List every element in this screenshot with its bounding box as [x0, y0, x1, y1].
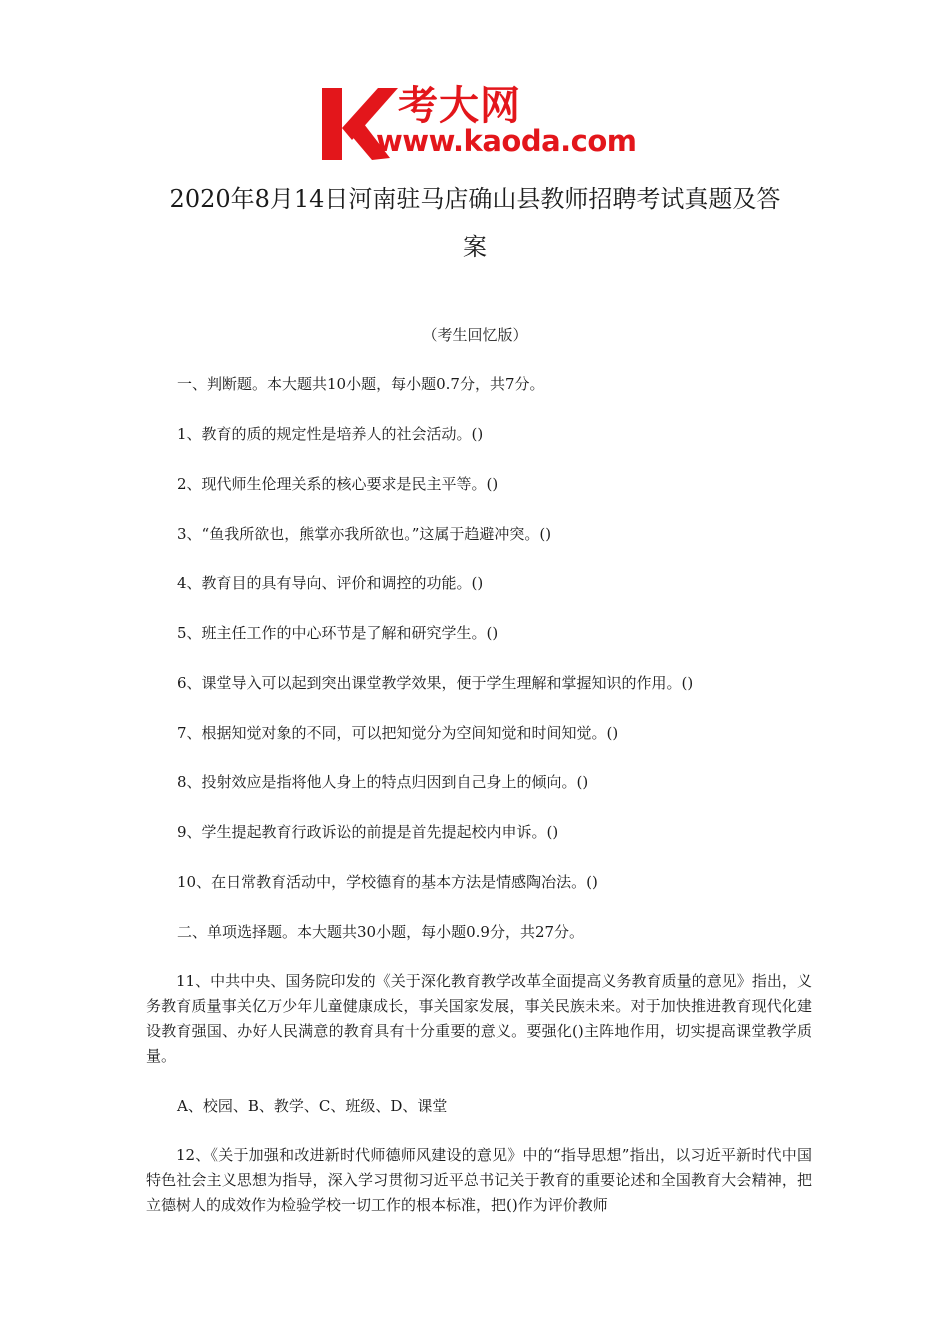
question-11-options: A、校园、B、教学、C、班级、D、课堂: [177, 1097, 448, 1115]
question-item: 2、现代师生伦理关系的核心要求是民主平等。(): [177, 475, 499, 493]
question-item: 1、教育的质的规定性是培养人的社会活动。(): [177, 425, 484, 443]
section1-heading: 一、判断题。本大题共10小题，每小题0.7分，共7分。: [177, 375, 545, 393]
kaoda-logo: [314, 78, 644, 164]
question-item: 7、根据知觉对象的不同，可以把知觉分为空间知觉和时间知觉。(): [177, 724, 619, 742]
question-12-text: 12、《关于加强和改进新时代师德师风建设的意见》中的“指导思想”指出，以习近平新时代中国特色社会主义思想为指导，深入学习贯彻习近平总书记关于教育的重要论述和全国教育大会精神，把立德树人的成效作为检验学校一切工作的根本标准，把()作为评价教师: [146, 1146, 812, 1214]
question-item: 8、投射效应是指将他人身上的特点归因到自己身上的倾向。(): [177, 773, 589, 791]
question-12: [146, 1143, 812, 1218]
logo-brand-name: 考大网: [398, 83, 521, 129]
question-11-text: 11、中共中央、国务院印发的《关于深化教育教学改革全面提高义务教育质量的意见》指出，义务教育质量事关亿万少年儿童健康成长，事关国家发展，事关民族未来。对于加快推进教育现代化建设教育强国、办好人民满意的教育具有十分重要的意义。要强化()主阵地作用，切实提高课堂教学质量。: [146, 972, 812, 1065]
doc-title-line1: 2020年8月14日河南驻马店确山县教师招聘考试真题及答: [169, 185, 781, 213]
doc-title-line2: 案: [463, 233, 487, 261]
question-item: 10、在日常教育活动中，学校德育的基本方法是情感陶冶法。(): [177, 873, 598, 891]
question-11: [146, 969, 812, 1069]
question-item: 9、学生提起教育行政诉讼的前提是首先提起校内申诉。(): [177, 823, 559, 841]
doc-subtitle: （考生回忆版）: [422, 326, 528, 344]
question-item: 6、课堂导入可以起到突出课堂教学效果，便于学生理解和掌握知识的作用。(): [177, 674, 694, 692]
question-item: 4、教育目的具有导向、评价和调控的功能。(): [177, 574, 484, 592]
question-item: 3、“鱼我所欲也，熊掌亦我所欲也。”这属于趋避冲突。(): [177, 525, 552, 543]
logo-url: www.kaoda.com: [376, 124, 637, 158]
question-item: 5、班主任工作的中心环节是了解和研究学生。(): [177, 624, 499, 642]
section2-heading: 二、单项选择题。本大题共30小题，每小题0.9分，共27分。: [177, 923, 585, 941]
